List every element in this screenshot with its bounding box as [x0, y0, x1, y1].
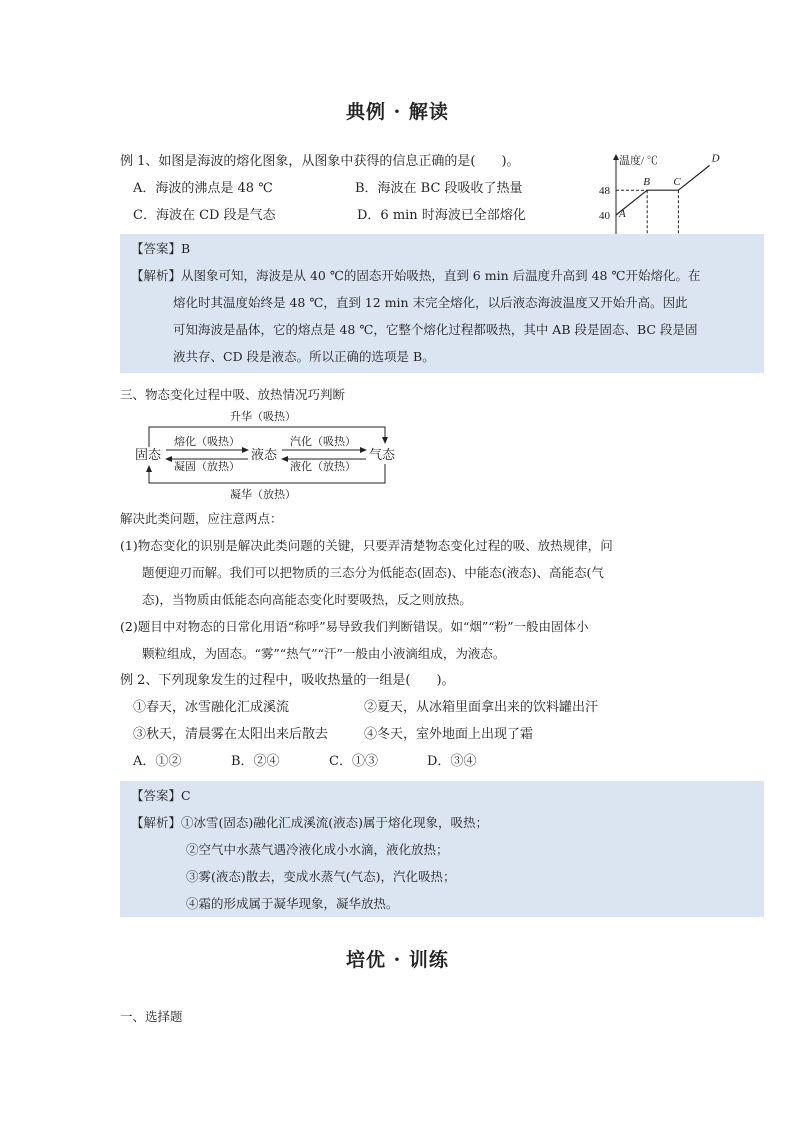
tip2-line2: 颗粒组成，为固态。“雾”“热气”“汗”一般由小液滴组成，为液态。 — [142, 646, 506, 661]
example2-item1: ①春天，冰雪融化汇成溪流 — [133, 700, 290, 715]
example2-item3: ③秋天，清晨雾在太阳出来后散去 — [133, 727, 329, 742]
section-title-examples: 典例 · 解读 — [346, 101, 449, 123]
vaporization-label: 汽化（吸热） — [290, 435, 356, 448]
example2-analysis-line4: ④霜的形成属于凝华现象，凝华放热。 — [186, 896, 399, 911]
example2-option-b: B．②④ — [231, 754, 280, 769]
point-label-d: D — [711, 152, 720, 165]
example2-analysis-line2: ②空气中水蒸气遇冷液化成小水滴，液化放热； — [186, 842, 449, 857]
section3-title: 三、物态变化过程中吸、放热情况巧判断 — [120, 387, 346, 402]
example2-option-d: D．③④ — [427, 754, 477, 769]
tip2-line1: (2)题目中对物态的日常化用语“称呼”易导致我们判断错误。如“烟”“粉”一般由固体小 — [120, 619, 589, 634]
freezing-label: 凝固（放热） — [174, 460, 240, 473]
y-axis-label: 温度/ ℃ — [619, 155, 658, 167]
example1-option-a: A．海波的沸点是 48 ℃ — [133, 181, 273, 196]
gas-label: 气态 — [369, 448, 396, 463]
melting-label: 熔化（吸热） — [174, 435, 240, 448]
point-label-b: B — [643, 176, 650, 189]
y-tick-label: 48 — [599, 185, 610, 198]
deposition-label: 凝华（放热） — [230, 488, 296, 501]
tip1-line2: 题便迎刃而解。我们可以把物质的三态分为低能态(固态)、中能态(液态)、高能态(气 — [142, 565, 604, 580]
example2-analysis-line3: ③雾(液态)散去，变成水蒸气(气态)，汽化吸热； — [186, 869, 456, 884]
example1-answer: 【答案】B — [131, 241, 191, 256]
melting-line — [616, 165, 710, 215]
liquefaction-label: 液化（放热） — [290, 460, 356, 473]
example2-item2: ②夏天，从冰箱里面拿出来的饮料罐出汗 — [364, 700, 599, 715]
tip1-line3: 态)，当物质由低能态向高能态变化时要吸热，反之则放热。 — [142, 592, 472, 607]
example2-option-c: C．①③ — [329, 754, 378, 769]
example2-answer: 【答案】C — [131, 788, 191, 803]
state-change-diagram — [120, 400, 420, 504]
example1-analysis-line3: 可知海波是晶体，它的熔点是 48 ℃，它整个熔化过程都吸热，其中 AB 段是固态、BC 段是固 — [173, 322, 698, 337]
example1-analysis-line4: 液共存、CD 段是液态。所以正确的选项是 B。 — [173, 349, 435, 364]
tips-intro: 解决此类问题，应注意两点： — [120, 511, 283, 526]
example2-question: 例 2、下列现象发生的过程中，吸收热量的一组是( )。 — [120, 673, 455, 688]
example2-analysis-line1: 【解析】①冰雪(固态)融化汇成溪流(液态)属于熔化现象，吸热； — [131, 815, 489, 830]
example1-question: 例 1、如图是海波的熔化图象，从图象中获得的信息正确的是( )。 — [120, 154, 520, 169]
example2-item4: ④冬天，室外地面上出现了霜 — [364, 727, 534, 742]
point-label-c: C — [673, 176, 681, 189]
y-tick-label: 40 — [599, 210, 610, 222]
section-title-training: 培优 · 训练 — [346, 949, 449, 971]
sublimation-label: 升华（吸热） — [230, 410, 296, 423]
solid-label: 固态 — [135, 448, 162, 463]
example1-option-b: B．海波在 BC 段吸收了热量 — [355, 181, 523, 196]
example1-analysis-line1: 【解析】从图象可知，海波是从 40 ℃的固态开始吸热，直到 6 min 后温度升高到 48 ℃开始熔化。在 — [131, 268, 701, 283]
example1-analysis-line2: 熔化时其温度始终是 48 ℃，直到 12 min 末完全熔化，以后液态海波温度又开始升高。因此 — [173, 295, 688, 310]
subsection-choice: 一、选择题 — [120, 1009, 183, 1024]
liquid-label: 液态 — [251, 448, 278, 463]
example2-option-a: A．①② — [133, 754, 182, 769]
tip1-line1: (1)物态变化的识别是解决此类问题的关键，只要弄清楚物态变化过程的吸、放热规律，问 — [120, 538, 613, 553]
example1-option-c: C．海波在 CD 段是气态 — [133, 208, 276, 223]
example1-option-d: D．6 min 时海波已全部熔化 — [357, 208, 526, 223]
point-label-a: A — [619, 208, 626, 220]
